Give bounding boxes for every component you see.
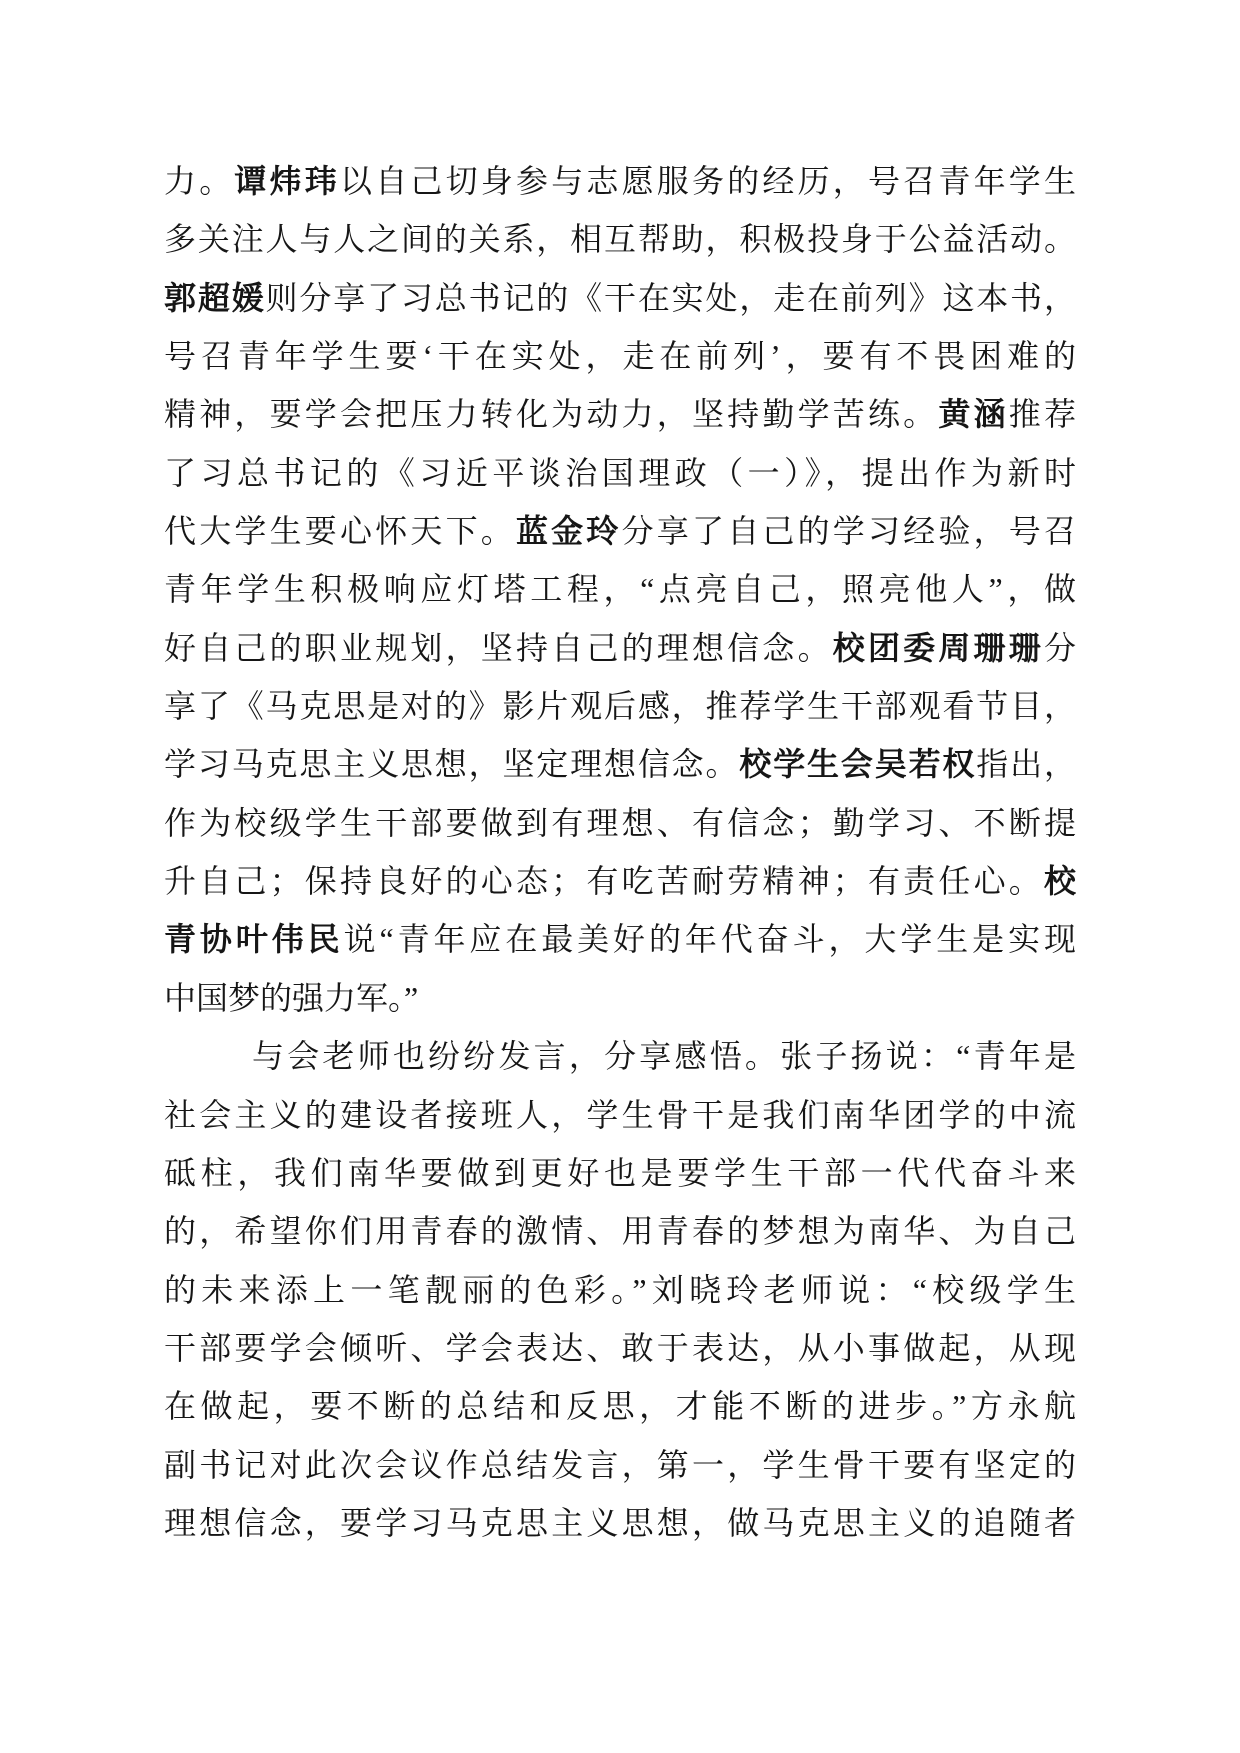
speaker-name: 蓝金玲: [515, 513, 622, 550]
text-line-p2-1: [164, 1027, 1076, 1085]
speaker-name: 校学生会吴若权: [739, 746, 977, 783]
text-segment: 代大学生要心怀天下。: [164, 513, 516, 550]
text-segment: 副书记对此次会议作总结发言，第一，学生骨干要有坚定的: [164, 1446, 1076, 1483]
text-segment: 升自己；保持良好的心态；有吃苦耐劳精神；有责任心。: [164, 863, 1044, 900]
text-line-p1-10: [164, 677, 1076, 735]
text-line-p2-4: [164, 1202, 1076, 1260]
speaker-name: 校团委周珊珊: [832, 629, 1044, 666]
text-line-p1-13: [164, 852, 1076, 910]
text-line-p2-3: [164, 1144, 1076, 1202]
text-segment: 作为校级学生干部要做到有理想、有信念；勤学习、不断提: [164, 804, 1076, 841]
text-segment: 的未来添上一笔靓丽的色彩。”刘晓玲老师说：“校级学生: [164, 1271, 1076, 1308]
text-segment: 青年学生积极响应灯塔工程，“点亮自己，照亮他人”，做: [164, 571, 1076, 608]
text-segment: 与会老师也纷纷发言，分享感悟。张子扬说：“青年是: [252, 1038, 1076, 1075]
text-line-p1-6: [164, 444, 1076, 502]
text-segment: 中国梦的强力军。”: [164, 979, 419, 1016]
text-line-p1-11: [164, 735, 1076, 793]
text-segment: 干部要学会倾听、学会表达、敢于表达，从小事做起，从现: [164, 1329, 1076, 1366]
text-line-p2-5: [164, 1261, 1076, 1319]
text-line-p2-2: [164, 1086, 1076, 1144]
text-segment: 说“青年应在最美好的年代奋斗，大学生是实现: [343, 921, 1076, 958]
text-segment: 了习总书记的《习近平谈治国理政（一）》，提出作为新时: [164, 454, 1076, 491]
document-body: [164, 152, 1076, 1552]
text-segment: 以自己切身参与志愿服务的经历，号召青年学生: [340, 163, 1076, 199]
text-segment: 则分享了习总书记的《干在实处，走在前列》这本书，: [265, 279, 1076, 316]
text-line-p1-3: [164, 269, 1076, 327]
text-line-p1-1: [164, 152, 1076, 210]
text-line-p1-4: [164, 327, 1076, 385]
text-segment: 享了《马克思是对的》影片观后感，推荐学生干部观看节目，: [164, 688, 1076, 725]
text-segment: 号召青年学生要‘干在实处，走在前列’，要有不畏困难的: [164, 338, 1076, 375]
text-segment: 指出，: [976, 746, 1076, 783]
text-line-p1-8: [164, 560, 1076, 618]
speaker-name: 黄涵: [938, 396, 1009, 433]
text-line-p1-7: [164, 502, 1076, 560]
text-line-p2-6: [164, 1319, 1076, 1377]
text-line-p1-5: [164, 385, 1076, 443]
speaker-name: 校: [1043, 863, 1076, 900]
text-segment: 分享了自己的学习经验，号召: [621, 513, 1076, 550]
text-segment: 推荐: [1008, 396, 1076, 433]
text-segment: 在做起，要不断的总结和反思，才能不断的进步。”方永航: [164, 1388, 1076, 1425]
text-segment: 好自己的职业规划，坚持自己的理想信念。: [164, 629, 833, 666]
text-segment: 社会主义的建设者接班人，学生骨干是我们南华团学的中流: [164, 1096, 1076, 1133]
speaker-name: 谭炜玮: [234, 163, 341, 199]
text-segment: 学习马克思主义思想，坚定理想信念。: [164, 746, 740, 783]
text-segment: 精神，要学会把压力转化为动力，坚持勤学苦练。: [164, 396, 939, 433]
text-line-p2-8: [164, 1436, 1076, 1494]
text-segment: 分: [1043, 629, 1076, 666]
speaker-name: 青协叶伟民: [164, 921, 344, 958]
text-segment: 砥柱，我们南华要做到更好也是要学生干部一代代奋斗来: [164, 1154, 1076, 1191]
text-line-p1-2: [164, 210, 1076, 268]
text-segment: 理想信念，要学习马克思主义思想，做马克思主义的追随者: [164, 1504, 1076, 1541]
text-segment: 多关注人与人之间的关系，相互帮助，积极投身于公益活动。: [164, 221, 1076, 258]
text-line-p1-9: [164, 619, 1076, 677]
text-line-p2-9: [164, 1494, 1076, 1552]
speaker-name: 郭超媛: [164, 279, 266, 316]
text-segment: 的，希望你们用青春的激情、用青春的梦想为南华、为自己: [164, 1213, 1076, 1250]
text-segment: 力。: [164, 163, 235, 199]
text-line-p2-7: [164, 1377, 1076, 1435]
text-line-p1-15: [164, 969, 1076, 1027]
text-line-p1-14: [164, 910, 1076, 968]
text-line-p1-12: [164, 794, 1076, 852]
